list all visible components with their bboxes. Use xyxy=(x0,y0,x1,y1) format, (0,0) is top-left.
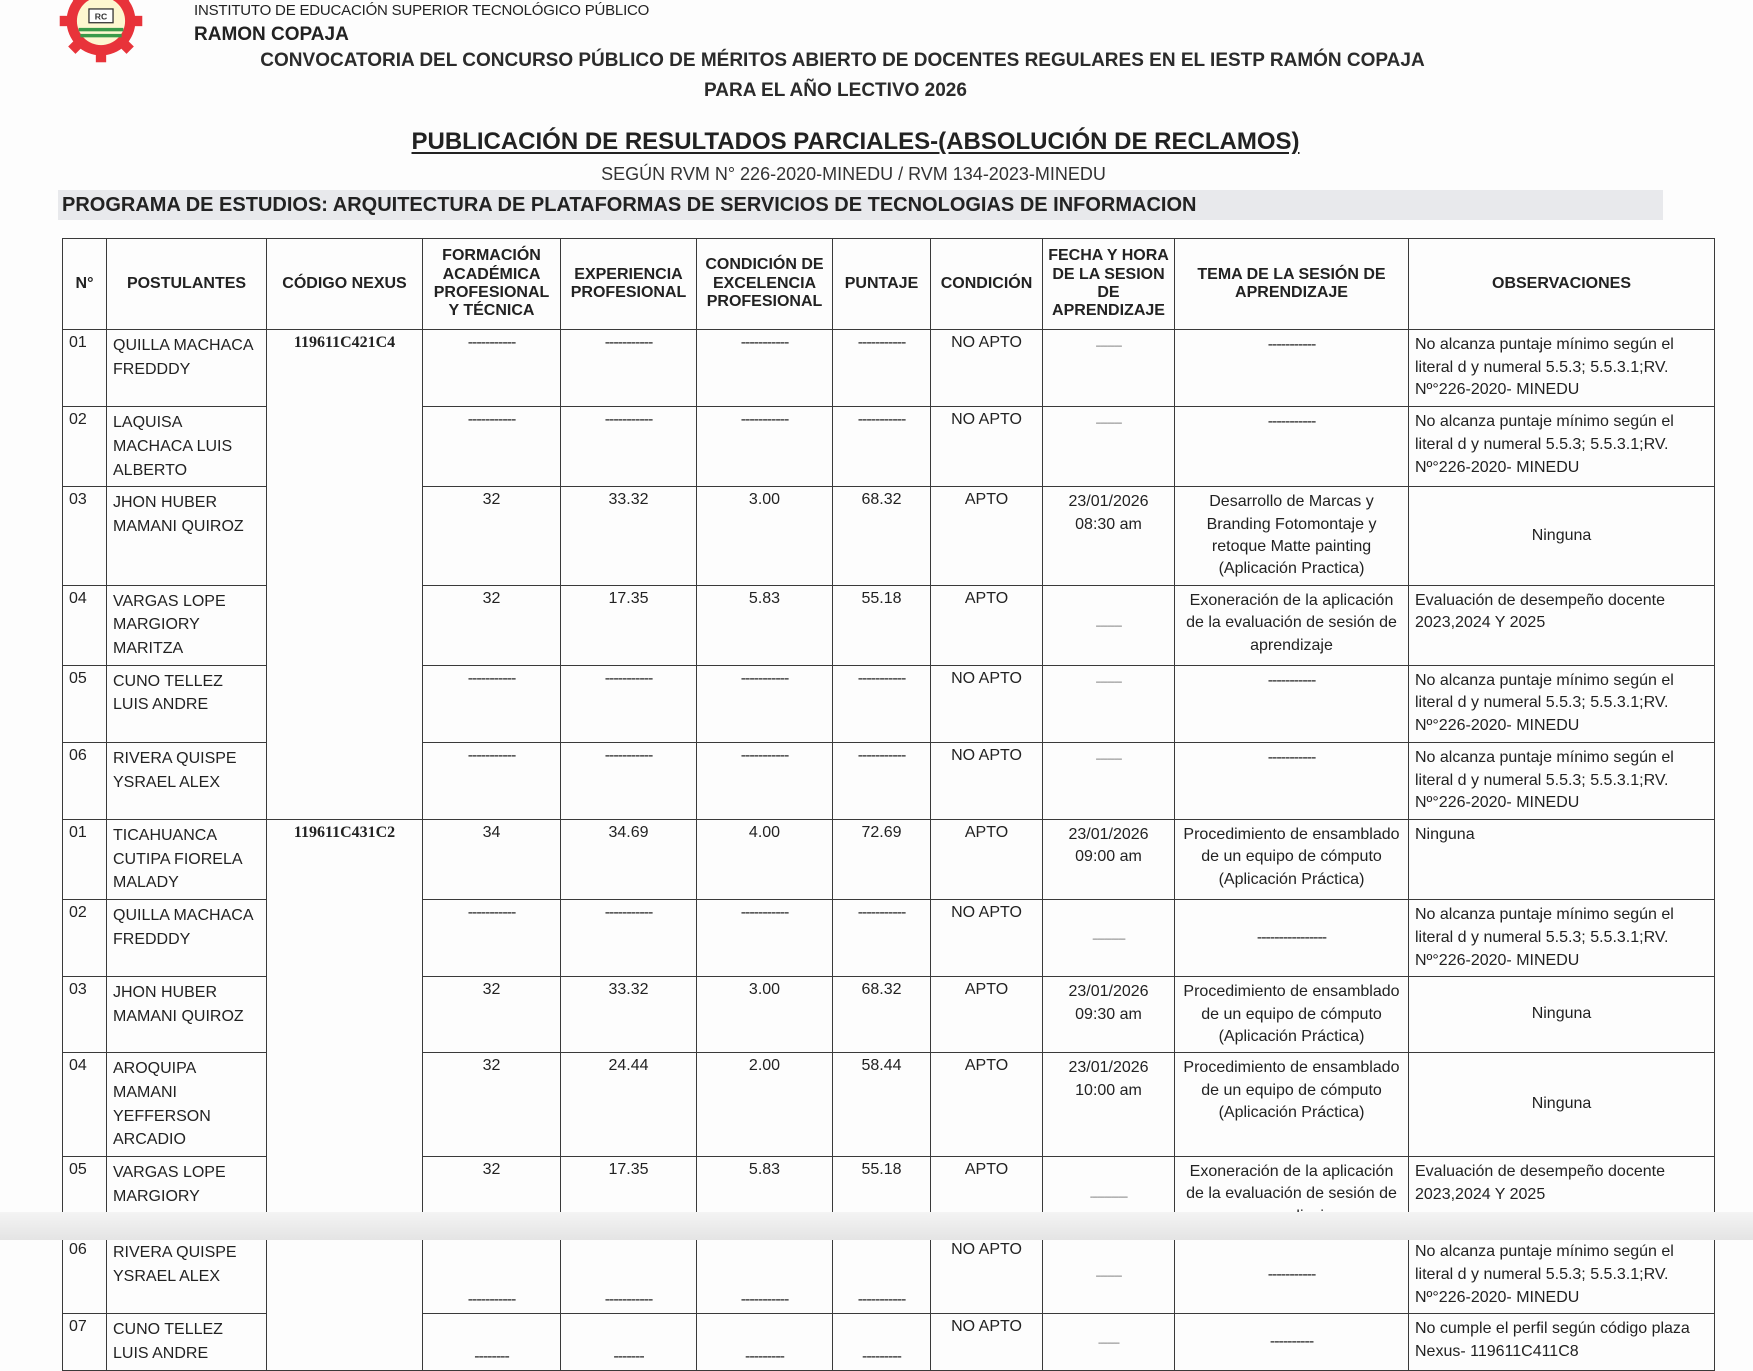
score-experiencia: 33.32 xyxy=(561,977,697,1053)
session-date: ----------- xyxy=(1095,341,1122,352)
session-topic: Exoneración de la aplicación de la evaluación de sesión de xyxy=(1175,1157,1409,1237)
observations: Evaluación de desempeño docente 2023,2024 Y 2025 xyxy=(1409,1157,1715,1237)
observations: No alcanza puntaje mínimo según el literal d y numeral 5.5.3; 5.5.3.1;RV. Nº°226-2020- MINEDU xyxy=(1409,742,1715,819)
session-topic: ---------- xyxy=(1175,1314,1409,1370)
row-number: 07 xyxy=(63,1314,107,1370)
session-topic: Procedimiento de ensamblado de un equipo de cómputo (Aplicación Práctica) xyxy=(1175,820,1409,900)
score-excelencia: 4.00 xyxy=(697,820,833,900)
session-date: 23/01/2026 xyxy=(1068,983,1149,1001)
score-total: 55.18 xyxy=(833,585,931,665)
score-experiencia: 33.32 xyxy=(561,487,697,586)
score-formacion: 32 xyxy=(423,585,561,665)
score-excelencia: 3.00 xyxy=(697,487,833,586)
score-excelencia: 5.83 xyxy=(697,585,833,665)
observations: No cumple el perfil según código plaza Nexus- 119611C411C8 xyxy=(1409,1314,1715,1370)
session-date: ----------- xyxy=(1095,1270,1122,1282)
condition-status: APTO xyxy=(931,820,1043,900)
observations: No alcanza puntaje mínimo según el literal d y numeral 5.5.3; 5.5.3.1;RV. Nº°226-2020- MINEDU xyxy=(1409,900,1715,977)
applicant-name: CUNO TELLEZ LUIS ANDRE xyxy=(107,1314,267,1370)
session-date: -------------- xyxy=(1092,933,1125,945)
col-header-puntaje: PUNTAJE xyxy=(833,239,931,330)
applicant-name: TICAHUANCA CUTIPA FIORELA MALADY xyxy=(107,820,267,900)
score-excelencia: ----------- xyxy=(697,330,833,407)
session-topic: Procedimiento de ensamblado de un equipo de cómputo (Aplicación Práctica) xyxy=(1175,1053,1409,1157)
score-excelencia: 5.83 xyxy=(697,1157,833,1237)
session-datetime xyxy=(1043,977,1175,1053)
observations: Ninguna xyxy=(1409,977,1715,1053)
session-date: ----------- xyxy=(1095,418,1122,430)
session-time: 10:00 am xyxy=(1075,1081,1142,1099)
observations: Ninguna xyxy=(1409,487,1715,586)
observations: Evaluación de desempeño docente 2023,2024 Y 2025 xyxy=(1409,585,1715,665)
score-excelencia: 3.00 xyxy=(697,977,833,1053)
table-header-row xyxy=(63,239,1715,330)
program-heading: PROGRAMA DE ESTUDIOS: ARQUITECTURA DE PLATAFORMAS DE SERVICIOS DE TECNOLOGIAS DE INFORMACION xyxy=(58,190,1663,220)
condition-status: APTO xyxy=(931,585,1043,665)
score-formacion: ----------- xyxy=(423,330,561,407)
score-total: ----------- xyxy=(833,742,931,819)
session-topic: ---------------- xyxy=(1175,900,1409,977)
score-formacion: 32 xyxy=(423,1053,561,1157)
session-topic: ----------- xyxy=(1175,1237,1409,1314)
publication-subtitle-text: SEGÚN RVM N° 226-2020-MINEDU / RVM 134-2023-MINEDU xyxy=(601,164,1106,184)
condition-status: APTO xyxy=(931,487,1043,586)
score-formacion: 32 xyxy=(423,1157,561,1237)
session-datetime xyxy=(1043,330,1175,407)
row-number: 03 xyxy=(63,977,107,1053)
session-date: ---------------- xyxy=(1089,1192,1128,1204)
score-formacion: ----------- xyxy=(423,742,561,819)
observations: No alcanza puntaje mínimo según el literal d y numeral 5.5.3; 5.5.3.1;RV. Nº°226-2020- MINEDU xyxy=(1409,330,1715,407)
score-experiencia: ------- xyxy=(561,1314,697,1370)
session-time: 09:00 am xyxy=(1075,848,1142,866)
observations: Ninguna xyxy=(1409,1053,1715,1157)
session-datetime xyxy=(1043,407,1175,487)
convocatoria-line-2: PARA EL AÑO LECTIVO 2026 xyxy=(704,80,967,101)
score-excelencia: ----------- xyxy=(697,1237,833,1314)
session-topic: ----------- xyxy=(1175,407,1409,487)
score-excelencia: --------- xyxy=(697,1314,833,1370)
observations: Ninguna xyxy=(1409,820,1715,900)
col-header-experiencia: EXPERIENCIA PROFESIONAL xyxy=(561,239,697,330)
score-total: ----------- xyxy=(833,900,931,977)
score-total: 68.32 xyxy=(833,487,931,586)
observations: No alcanza puntaje mínimo según el literal d y numeral 5.5.3; 5.5.3.1;RV. Nº°226-2020- MINEDU xyxy=(1409,1237,1715,1314)
col-header-formacion: FORMACIÓN ACADÉMICA PROFESIONAL Y TÉCNICA xyxy=(423,239,561,330)
score-excelencia: ----------- xyxy=(697,407,833,487)
session-datetime xyxy=(1043,1237,1175,1314)
publication-title-text: PUBLICACIÓN DE RESULTADOS PARCIALES-(ABSOLUCIÓN DE RECLAMOS) xyxy=(411,128,1300,155)
score-excelencia: 2.00 xyxy=(697,1053,833,1157)
session-datetime xyxy=(1043,1314,1175,1370)
score-excelencia: ----------- xyxy=(697,665,833,742)
convocatoria-year xyxy=(0,80,1753,102)
session-time: 08:30 am xyxy=(1075,515,1142,533)
col-header-observaciones: OBSERVACIONES xyxy=(1409,239,1715,330)
convocatoria-line-1: CONVOCATORIA DEL CONCURSO PÚBLICO DE MÉRITOS ABIERTO DE DOCENTES REGULARES EN EL IESTP RAMÓN COPAJA xyxy=(260,50,1425,71)
score-total: 68.32 xyxy=(833,977,931,1053)
score-experiencia: ----------- xyxy=(561,742,697,819)
row-number: 03 xyxy=(63,487,107,586)
session-topic: Exoneración de la aplicación de la evaluación de sesión de aprendizaje xyxy=(1175,585,1409,665)
score-formacion: -------- xyxy=(423,1314,561,1370)
row-number: 05 xyxy=(63,665,107,742)
applicant-name: VARGAS LOPE MARGIORY MARITZA xyxy=(107,585,267,665)
session-date: ----------- xyxy=(1095,753,1122,765)
score-experiencia: 17.35 xyxy=(561,585,697,665)
score-experiencia: ----------- xyxy=(561,665,697,742)
nexus-code: 119611C421C4 xyxy=(267,330,423,820)
applicant-name: QUILLA MACHACA FREDDDY xyxy=(107,900,267,977)
table-row xyxy=(63,330,1715,407)
row-number: 04 xyxy=(63,1053,107,1157)
applicant-name: LAQUISA MACHACA LUIS ALBERTO xyxy=(107,407,267,487)
nexus-code: 119611C431C2 xyxy=(267,820,423,1371)
score-formacion: ----------- xyxy=(423,900,561,977)
row-number: 02 xyxy=(63,407,107,487)
row-number: 06 xyxy=(63,742,107,819)
col-header-codigo-nexus: CÓDIGO NEXUS xyxy=(267,239,423,330)
row-number: 01 xyxy=(63,330,107,407)
applicant-name: AROQUIPA MAMANI YEFFERSON ARCADIO xyxy=(107,1053,267,1157)
condition-status: NO APTO xyxy=(931,1237,1043,1314)
session-datetime xyxy=(1043,900,1175,977)
score-excelencia: ----------- xyxy=(697,900,833,977)
score-formacion: ----------- xyxy=(423,407,561,487)
col-header-condicion: CONDICIÓN xyxy=(931,239,1043,330)
condition-status: APTO xyxy=(931,1053,1043,1157)
score-experiencia: ----------- xyxy=(561,407,697,487)
session-topic: ----------- xyxy=(1175,742,1409,819)
col-header-fecha-hora: FECHA Y HORA DE LA SESION DE APRENDIZAJE xyxy=(1043,239,1175,330)
session-topic: Procedimiento de ensamblado de un equipo de cómputo (Aplicación Práctica) xyxy=(1175,977,1409,1053)
publication-title xyxy=(0,128,1753,156)
condition-status: APTO xyxy=(931,1157,1043,1237)
applicant-name: CUNO TELLEZ LUIS ANDRE xyxy=(107,665,267,742)
score-total: ----------- xyxy=(833,665,931,742)
col-header-number: N° xyxy=(63,239,107,330)
score-total: --------- xyxy=(833,1314,931,1370)
condition-status: NO APTO xyxy=(931,742,1043,819)
score-total: 55.18 xyxy=(833,1157,931,1237)
session-date: 23/01/2026 xyxy=(1068,493,1149,511)
applicant-name: JHON HUBER MAMANI QUIROZ xyxy=(107,487,267,586)
session-topic: ----------- xyxy=(1175,665,1409,742)
score-total: 72.69 xyxy=(833,820,931,900)
score-excelencia: ----------- xyxy=(697,742,833,819)
score-formacion: ----------- xyxy=(423,1237,561,1314)
session-date: 23/01/2026 xyxy=(1068,1059,1149,1077)
observations: No alcanza puntaje mínimo según el literal d y numeral 5.5.3; 5.5.3.1;RV. Nº°226-2020- MINEDU xyxy=(1409,665,1715,742)
applicant-name: QUILLA MACHACA FREDDDY xyxy=(107,330,267,407)
score-formacion: 34 xyxy=(423,820,561,900)
score-experiencia: 17.35 xyxy=(561,1157,697,1237)
scan-edge xyxy=(0,1212,1753,1240)
score-experiencia: 34.69 xyxy=(561,820,697,900)
session-datetime xyxy=(1043,585,1175,665)
applicant-name: VARGAS LOPE MARGIORY xyxy=(107,1157,267,1237)
publication-subtitle xyxy=(0,164,1753,185)
convocatoria-title xyxy=(0,50,1753,72)
score-total: ----------- xyxy=(833,330,931,407)
col-header-postulantes: POSTULANTES xyxy=(107,239,267,330)
col-header-tema: TEMA DE LA SESIÓN DE APRENDIZAJE xyxy=(1175,239,1409,330)
condition-status: NO APTO xyxy=(931,665,1043,742)
row-number: 04 xyxy=(63,585,107,665)
condition-status: NO APTO xyxy=(931,330,1043,407)
row-number: 05 xyxy=(63,1157,107,1237)
session-time: 09:30 am xyxy=(1075,1005,1142,1023)
row-number: 01 xyxy=(63,820,107,900)
table-row xyxy=(63,820,1715,900)
results-table xyxy=(62,238,1715,1371)
session-datetime xyxy=(1043,820,1175,900)
session-date: ----------- xyxy=(1095,621,1122,633)
condition-status: NO APTO xyxy=(931,407,1043,487)
session-topic: ----------- xyxy=(1175,330,1409,407)
session-date: 23/01/2026 xyxy=(1068,826,1149,844)
session-datetime xyxy=(1043,1053,1175,1157)
score-formacion: 32 xyxy=(423,977,561,1053)
session-datetime xyxy=(1043,742,1175,819)
score-formacion: 32 xyxy=(423,487,561,586)
col-header-excelencia: CONDICIÓN DE EXCELENCIA PROFESIONAL xyxy=(697,239,833,330)
score-total: ----------- xyxy=(833,407,931,487)
condition-status: APTO xyxy=(931,977,1043,1053)
session-datetime xyxy=(1043,665,1175,742)
score-experiencia: ----------- xyxy=(561,1237,697,1314)
applicant-name: JHON HUBER MAMANI QUIROZ xyxy=(107,977,267,1053)
row-number: 02 xyxy=(63,900,107,977)
institution-type: INSTITUTO DE EDUCACIÓN SUPERIOR TECNOLÓGICO PÚBLICO xyxy=(194,2,650,19)
row-number: 06 xyxy=(63,1237,107,1314)
observations: No alcanza puntaje mínimo según el literal d y numeral 5.5.3; 5.5.3.1;RV. Nº°226-2020- MINEDU xyxy=(1409,407,1715,487)
score-experiencia: ----------- xyxy=(561,900,697,977)
condition-status: NO APTO xyxy=(931,900,1043,977)
condition-status: NO APTO xyxy=(931,1314,1043,1370)
session-topic: Desarrollo de Marcas y Branding Fotomontaje y retoque Matte painting (Aplicación Practica) xyxy=(1175,487,1409,586)
session-date: ----------- xyxy=(1095,676,1122,688)
score-experiencia: ----------- xyxy=(561,330,697,407)
session-datetime xyxy=(1043,487,1175,586)
score-experiencia: 24.44 xyxy=(561,1053,697,1157)
logo-text: RC xyxy=(94,11,108,22)
applicant-name: RIVERA QUISPE YSRAEL ALEX xyxy=(107,742,267,819)
applicant-name: RIVERA QUISPE YSRAEL ALEX xyxy=(107,1237,267,1314)
score-formacion: ----------- xyxy=(423,665,561,742)
score-total: ----------- xyxy=(833,1237,931,1314)
score-total: 58.44 xyxy=(833,1053,931,1157)
institution-name: RAMON COPAJA xyxy=(194,24,349,45)
session-date: --------- xyxy=(1098,1337,1119,1349)
